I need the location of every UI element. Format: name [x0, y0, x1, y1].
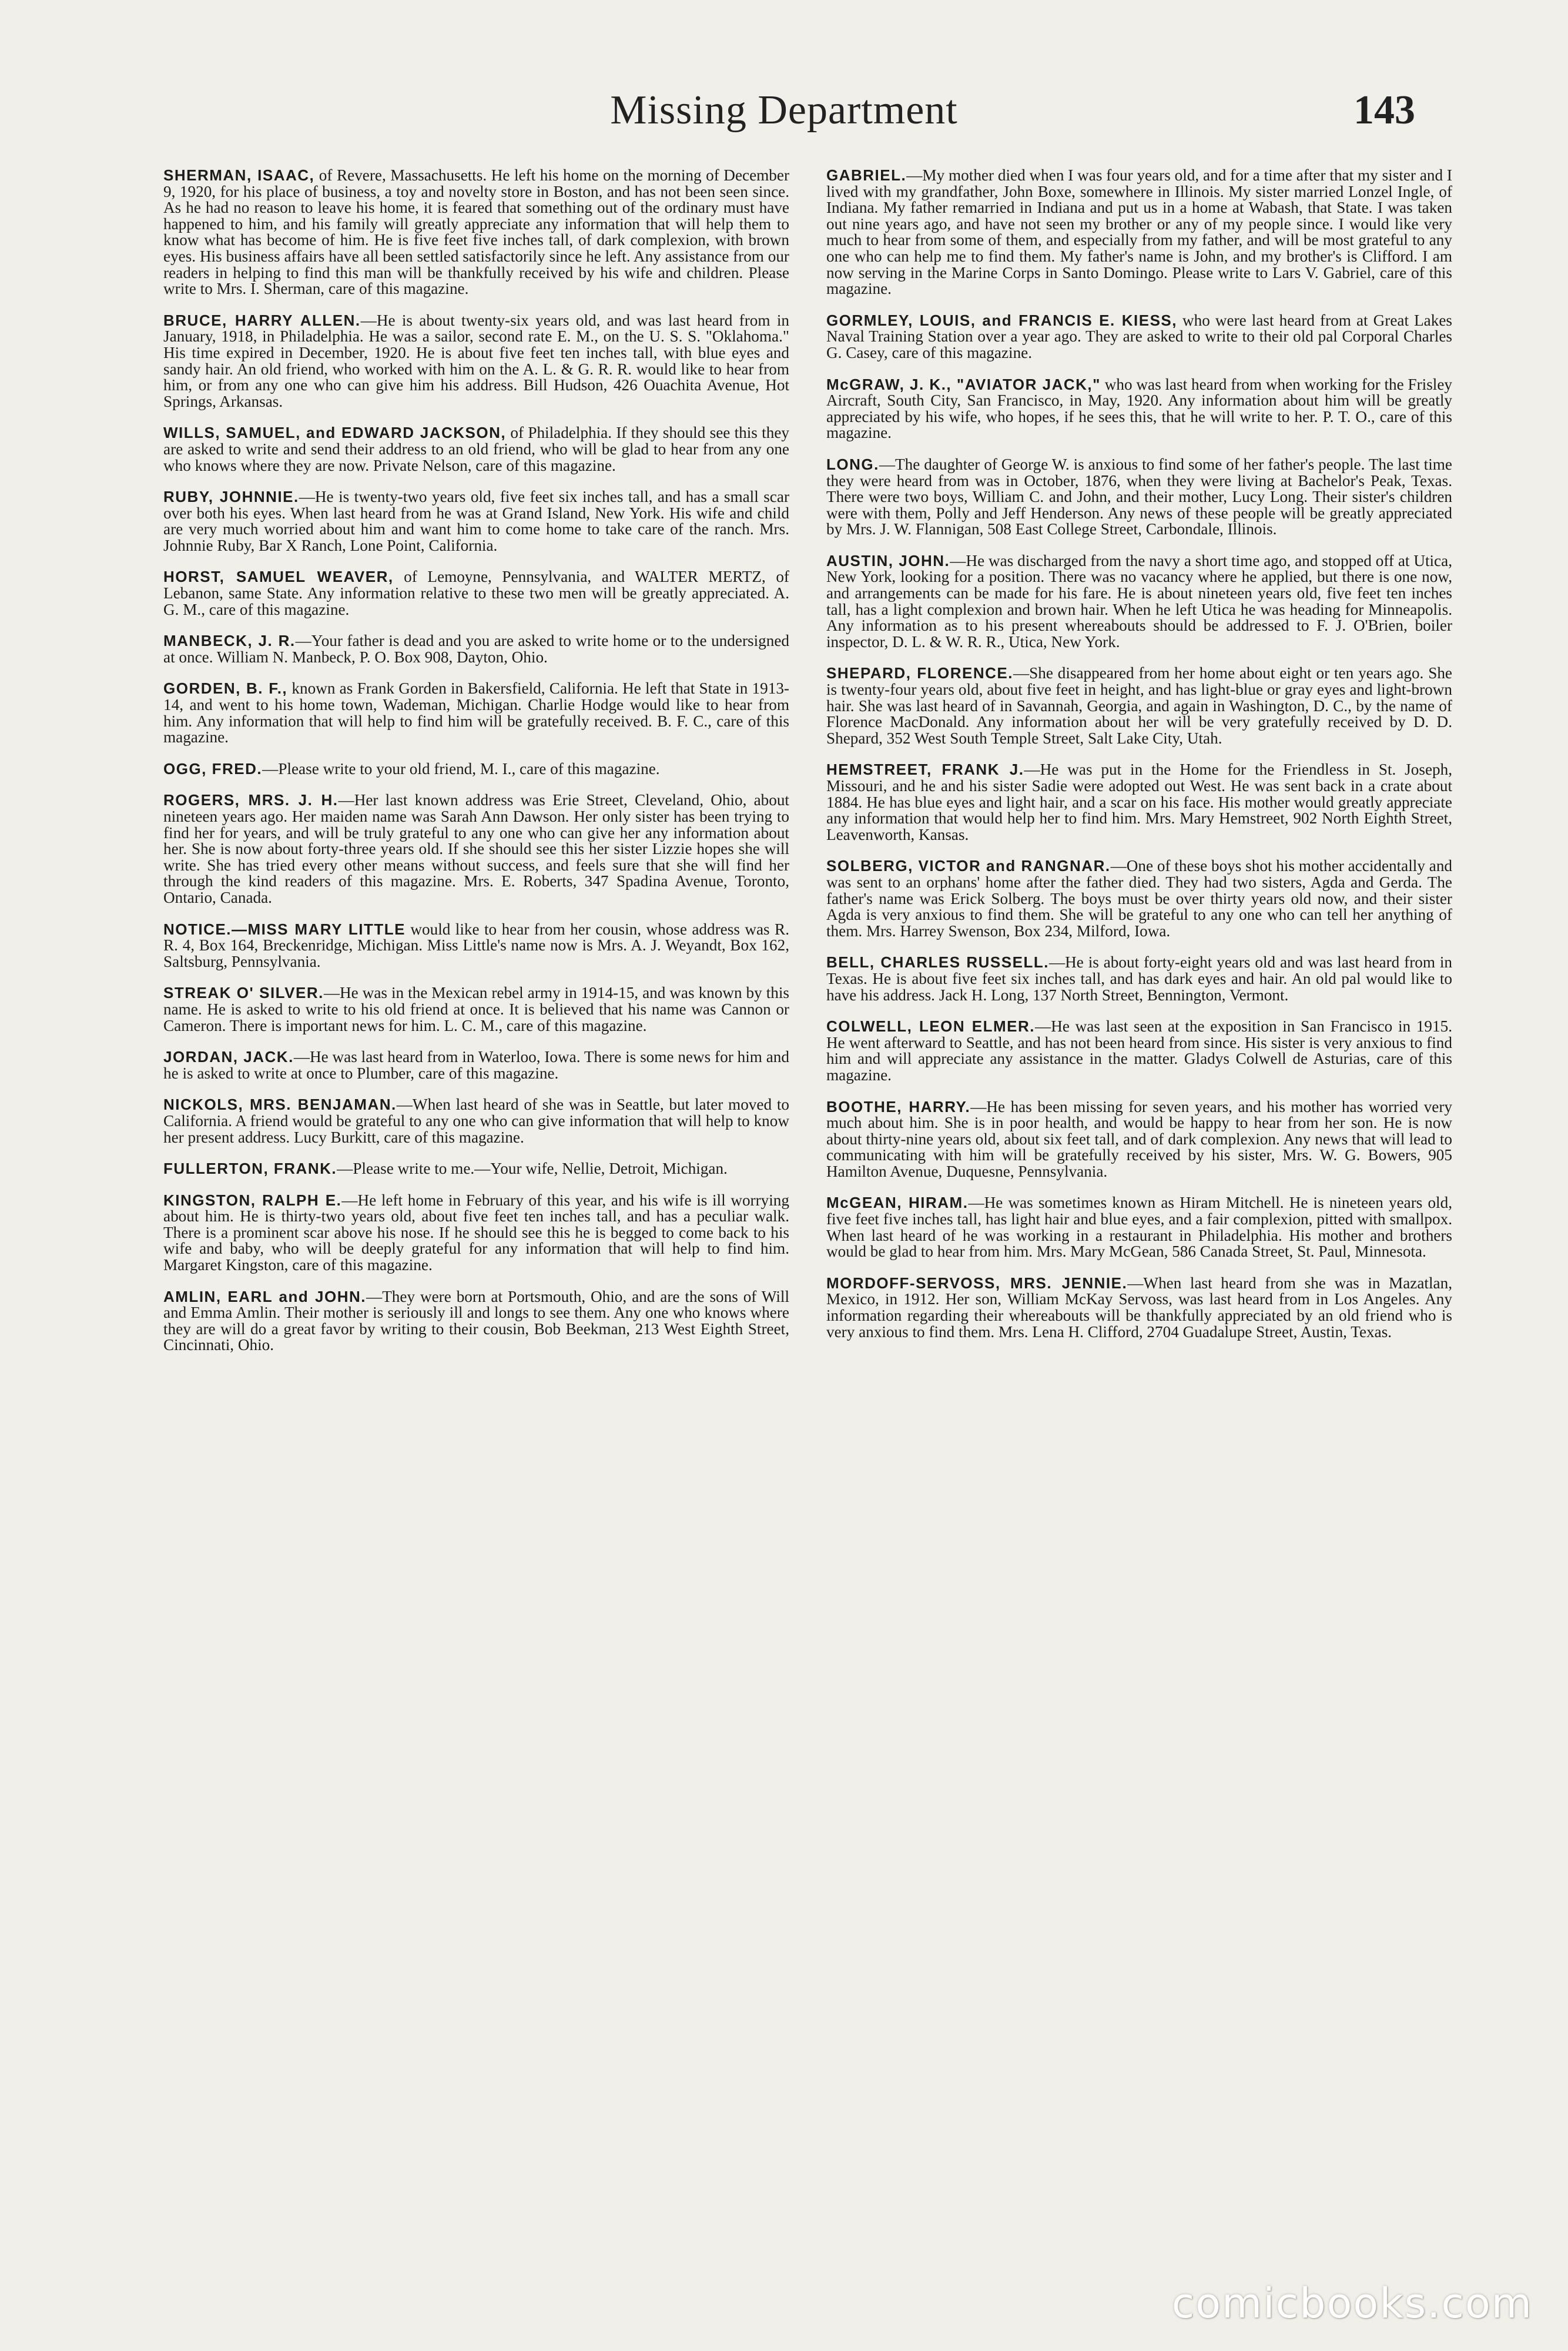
notice-name: BRUCE, HARRY ALLEN.: [163, 311, 361, 329]
notice-text: —He was discharged from the navy a short time ago, and stopped off at Utica, New York, looking for a position. There was no vacancy where he applied, but there is one now, and arrangements can be made for his fare. He is about nineteen years old, five feet ten inches tall, has a light complexion and brown hair. When he left Utica he was heading for Minneapolis. Any information as to his present whereabouts should be addressed to F. J. O'Brien, boiler inspector, D. L. & W. R. R., Utica, New York.: [826, 551, 1452, 651]
notice-text: —He was last seen at the exposition in San Francisco in 1915. He went afterward to Seattle, and has not been heard from since. His sister is very anxious to find him and will appreciate any assistance in the matter. Gladys Colwell de Asturias, care of this magazine.: [826, 1017, 1452, 1084]
watermark: comicbooks.com: [1171, 2279, 1533, 2327]
notice-entry: [163, 1193, 789, 1274]
notice-entry: [826, 168, 1452, 297]
notice-text: —When last heard of she was in Seattle, but later moved to California. A friend would be grateful to any one who can give information that will help to know her present address. Lucy Burkitt, care of this magazine.: [163, 1096, 789, 1146]
notice-entry: [826, 665, 1452, 746]
notice-entry: [826, 1275, 1452, 1340]
notice-name: AMLIN, EARL and JOHN.: [163, 1287, 367, 1305]
notice-entry: [163, 1097, 789, 1146]
notice-entry: [826, 1099, 1452, 1180]
notice-entry: [163, 489, 789, 554]
notice-name: SHERMAN, ISAAC,: [163, 166, 315, 184]
notice-entry: [163, 425, 789, 474]
page-number: 143: [1353, 88, 1415, 133]
notice-name: COLWELL, LEON ELMER.: [826, 1017, 1036, 1036]
notice-entry: [163, 313, 789, 410]
page-title: Missing Department: [610, 88, 958, 133]
notice-text: —Your father is dead and you are asked to write home or to the undersigned at once. William N. Manbeck, P. O. Box 908, Dayton, Ohio.: [163, 632, 789, 666]
notice-name: JORDAN, JACK.: [163, 1048, 294, 1066]
notice-entry: [163, 761, 789, 778]
notice-text: —One of these boys shot his mother accidentally and was sent to an orphans' home after the father died. They had two sisters, Agda and Gerda. The father's name was Erick Solberg. The boys must be over thirty years old now, and their sister Agda is very anxious to find them. She will be grateful to any one who can tell her anything of them. Mrs. Harrey Swenson, Box 234, Milford, Iowa.: [826, 857, 1453, 940]
notice-text: —The daughter of George W. is anxious to find some of her father's people. The last time they were heard from was in October, 1876, when they were living at Bachelor's Peak, Texas. There were two boys, William C. and John, and their mother, Lucy Long. Their sister's children were with them, Polly and Jeff Henderson. Any news of these people will be greatly appreciated by Mrs. J. W. Flannigan, 508 East College Street, Carbondale, Illinois.: [826, 455, 1452, 538]
notice-entry: [163, 1161, 789, 1177]
notice-entry: [163, 633, 789, 665]
notice-entry: [163, 792, 789, 906]
notice-name: MANBECK, J. R.: [163, 632, 296, 650]
notice-text: —Please write to your old friend, M. I., care of this magazine.: [262, 759, 660, 778]
notice-entry: [826, 762, 1452, 843]
notice-entry: [163, 985, 789, 1034]
notice-text: known as Frank Gorden in Bakersfield, California. He left that State in 1913-14, and went to his home town, Wademan, Michigan. Charlie Hodge would like to hear from him. Any information that will help to find him will be gratefully received. B. F. C., care of this magazine.: [163, 679, 789, 746]
notice-text: —He has been missing for seven years, and his mother has worried very much about him. She is in poor health, and would be happy to hear from her son. He is now about thirty-nine years old, about six feet tall, and of dark complexion. Any news that will lead to communicating with him will be gratefully received by his sister, Mrs. W. G. Bowers, 905 Hamilton Avenue, Duquesne, Pennsylvania.: [826, 1097, 1453, 1180]
notice-name: STREAK O' SILVER.: [163, 984, 324, 1002]
notice-name: HORST, SAMUEL WEAVER,: [163, 568, 394, 586]
notice-name: RUBY, JOHNNIE.: [163, 488, 299, 506]
notice-entry: [826, 457, 1452, 538]
notice-name: SHEPARD, FLORENCE.: [826, 664, 1013, 682]
notice-entry: [163, 1049, 789, 1081]
notice-name: LONG.: [826, 455, 879, 473]
notice-entry: [163, 168, 789, 297]
notice-entry: [826, 553, 1452, 651]
notice-entry: [826, 377, 1452, 441]
notice-text: —He is twenty-two years old, five feet six inches tall, and has a small scar over both his eyes. When last heard from he was at Grand Island, New York. His wife and child are very much worried about him and want him to come home to take care of the ranch. Mrs. Johnnie Ruby, Bar X Ranch, Lone Point, California.: [163, 488, 789, 554]
notice-entry: [163, 1289, 789, 1354]
notice-name: NOTICE.—MISS MARY LITTLE: [163, 920, 406, 938]
notice-text: of Lemoyne, Pennsylvania, and WALTER MERTZ, of Lebanon, same State. Any information relative to these two men will be greatly appreciated. A. G. M., care of this magazine.: [163, 568, 789, 618]
notice-name: FULLERTON, FRANK.: [163, 1160, 337, 1178]
notice-text: —He is about forty-eight years old and was last heard from in Texas. He is about five feet six inches tall, and has dark eyes and hair. An old pal would like to have his address. Jack H. Long, 137 North Street, Bennington, Vermont.: [826, 953, 1453, 1004]
notice-text: —He left home in February of this year, and his wife is ill worrying about him. He is thirty-two years old, about five feet ten inches tall, and has a peculiar walk. There is a prominent scar above his nose. If he should see this he is begged to come back to his wife and baby, who will be deeply grateful for any information that will help to find him. Margaret Kingston, care of this magazine.: [163, 1191, 789, 1274]
notice-text: —He was last heard from in Waterloo, Iowa. There is some news for him and he is asked to write at once to Plumber, care of this magazine.: [163, 1048, 789, 1082]
notice-text: of Revere, Massachusetts. He left his home on the morning of December 9, 1920, for his place of business, a toy and novelty store in Boston, and has not been seen since. As he had no reason to leave his home, it is feared that something out of the ordinary must have happened to him, and his family will greatly appreciate any information that will help them to know what has become of him. He is five feet five inches tall, of dark complexion, with brown eyes. His business affairs have all been settled satisfactorily since he left. Any assistance from our readers in helping to find this man will be thankfully received by his wife and children. Please write to Mrs. I. Sherman, care of this magazine.: [163, 166, 790, 298]
notice-text: —They were born at Portsmouth, Ohio, and are the sons of Will and Emma Amlin. Their mother is seriously ill and longs to see them. Any one who knows where they are will do a great favor by writing to their cousin, Bob Beekman, 213 West Eighth Street, Cincinnati, Ohio.: [163, 1287, 789, 1354]
notice-entry: [163, 922, 789, 970]
notice-entry: [826, 1195, 1452, 1260]
notice-text: —He was in the Mexican rebel army in 1914-15, and was known by this name. He is asked to write to his old friend at once. It is believed that his name was Cannon or Cameron. There is important news for him. L. C. M., care of this magazine.: [163, 984, 790, 1034]
notice-name: McGRAW, J. K., "AVIATOR JACK,": [826, 375, 1101, 393]
notice-text: who were last heard from at Great Lakes Naval Training Station over a year ago. They are asked to write to their old pal Corporal Charles G. Casey, care of this magazine.: [826, 311, 1452, 361]
notice-text: would like to hear from her cousin, whose address was R. R. 4, Box 164, Breckenridge, Michigan. Miss Little's name now is Mrs. A. J. Weyandt, Box 162, Saltsburg, Pennsylvania.: [163, 920, 789, 970]
notice-entry: [826, 1019, 1452, 1083]
notice-name: GORDEN, B. F.,: [163, 679, 288, 698]
notice-text: —Her last known address was Erie Street, Cleveland, Ohio, about nineteen years ago. Her maiden name was Sarah Ann Dawson. Her only sister has been trying to find her for years, and will be truly grateful to any one who can give her any information about her. She is now about forty-three years old. If she should see this her sister Lizzie hopes she will write. She has tried every other means without success, and feels sure that she will find her through the kind readers of this magazine. Mrs. E. Roberts, 347 Spadina Avenue, Toronto, Ontario, Canada.: [163, 791, 789, 906]
right-column: [826, 168, 1452, 1355]
notice-name: NICKOLS, MRS. BENJAMAN.: [163, 1096, 397, 1114]
notice-text: —He is about twenty-six years old, and was last heard from in January, 1918, in Philadelphia. He was a sailor, second rate E. M., on the U. S. S. "Oklahoma." His time expired in December, 1920. He is about five feet ten inches tall, with blue eyes and sandy hair. An old friend, who worked with him on the A. L. & G. R. R. would like to hear from him, or from any one who can give him his address. Bill Hudson, 426 Ouachita Avenue, Hot Springs, Arkansas.: [163, 311, 789, 410]
notice-name: GORMLEY, LOUIS, and FRANCIS E. KIESS,: [826, 311, 1177, 329]
notice-entry: [826, 858, 1452, 939]
notice-name: ROGERS, MRS. J. H.: [163, 791, 339, 809]
notice-name: BELL, CHARLES RUSSELL.: [826, 953, 1049, 972]
notice-name: GABRIEL.: [826, 166, 907, 184]
notice-name: AUSTIN, JOHN.: [826, 551, 950, 570]
notice-name: HEMSTREET, FRANK J.: [826, 761, 1024, 779]
notice-name: McGEAN, HIRAM.: [826, 1194, 969, 1212]
notice-entry: [163, 681, 789, 745]
notice-text: —She disappeared from her home about eight or ten years ago. She is twenty-four years old, about five feet in height, and has light-blue or gray eyes and light-brown hair. She was last heard of in Savannah, Georgia, and again in Washington, D. C., by the name of Florence MacDonald. Any information about her will be very gratefully received by D. D. Shepard, 352 West South Temple Street, Salt Lake City, Utah.: [826, 664, 1452, 747]
notice-name: OGG, FRED.: [163, 759, 263, 778]
notice-entry: [163, 569, 789, 618]
notice-text: —He was put in the Home for the Friendless in St. Joseph, Missouri, and he and his sister Sadie were adopted out West. He was sent back in a crate about 1884. He has blue eyes and light hair, and a scar on his face. His mother would greatly appreciate any information that would help her to find him. Mrs. Mary Hemstreet, 902 North Eighth Street, Leavenworth, Kansas.: [826, 761, 1452, 843]
notice-name: MORDOFF-SERVOSS, MRS. JENNIE.: [826, 1274, 1128, 1292]
notice-text: —Please write to me.—Your wife, Nellie, Detroit, Michigan.: [337, 1160, 728, 1178]
notice-text: of Philadelphia. If they should see this they are asked to write and send their address to an old friend, who will be glad to hear from any one who knows where they are now. Private Nelson, care of this magazine.: [163, 424, 789, 474]
notice-text: —When last heard from she was in Mazatlan, Mexico, in 1912. Her son, William McKay Servoss, was last heard from in Los Angeles. Any information regarding their whereabouts will be thankfully appreciated by an old friend who is very anxious to find them. Mrs. Lena H. Clifford, 2704 Guadalupe Street, Austin, Texas.: [826, 1274, 1452, 1341]
notice-text: who was last heard from when working for the Frisley Aircraft, South City, San Francisco, in May, 1920. Any information about him will be greatly appreciated by his wife, who hopes, if he sees this, that he will write to her. P. T. O., care of this magazine.: [826, 375, 1452, 442]
notice-entry: [826, 955, 1452, 1003]
notice-name: KINGSTON, RALPH E.: [163, 1191, 342, 1209]
notice-name: WILLS, SAMUEL, and EDWARD JACKSON,: [163, 424, 507, 442]
notice-text: —He was sometimes known as Hiram Mitchell. He is nineteen years old, five feet five inches tall, has light hair and blue eyes, and a fair complexion, pitted with smallpox. When last heard of he was working in a restaurant in Philadelphia. His mother and brothers would be glad to hear from him. Mrs. Mary McGean, 586 Canada Street, St. Paul, Minnesota.: [826, 1194, 1452, 1261]
notice-name: BOOTHE, HARRY.: [826, 1097, 971, 1116]
notice-entry: [826, 313, 1452, 361]
notice-text: —My mother died when I was four years old, and for a time after that my sister and I lived with my grandfather, John Boxe, somewhere in Illinois. My sister married Lonzel Ingle, of Indiana. My father remarried in Indiana and put us in a home at Wabash, that State. I was taken out nine years ago, and have not seen my brother or any of my people since. I would like very much to hear from some of them, and especially from my father, and will be most grateful to any one who can help me to find them. My father's name is John, and my brother's is Clifford. I am now serving in the Marine Corps in Santo Domingo. Please write to Lars V. Gabriel, care of this magazine.: [826, 166, 1452, 298]
notice-name: SOLBERG, VICTOR and RANGNAR.: [826, 857, 1111, 875]
left-column: [163, 168, 789, 1369]
page-header: [153, 87, 1415, 146]
